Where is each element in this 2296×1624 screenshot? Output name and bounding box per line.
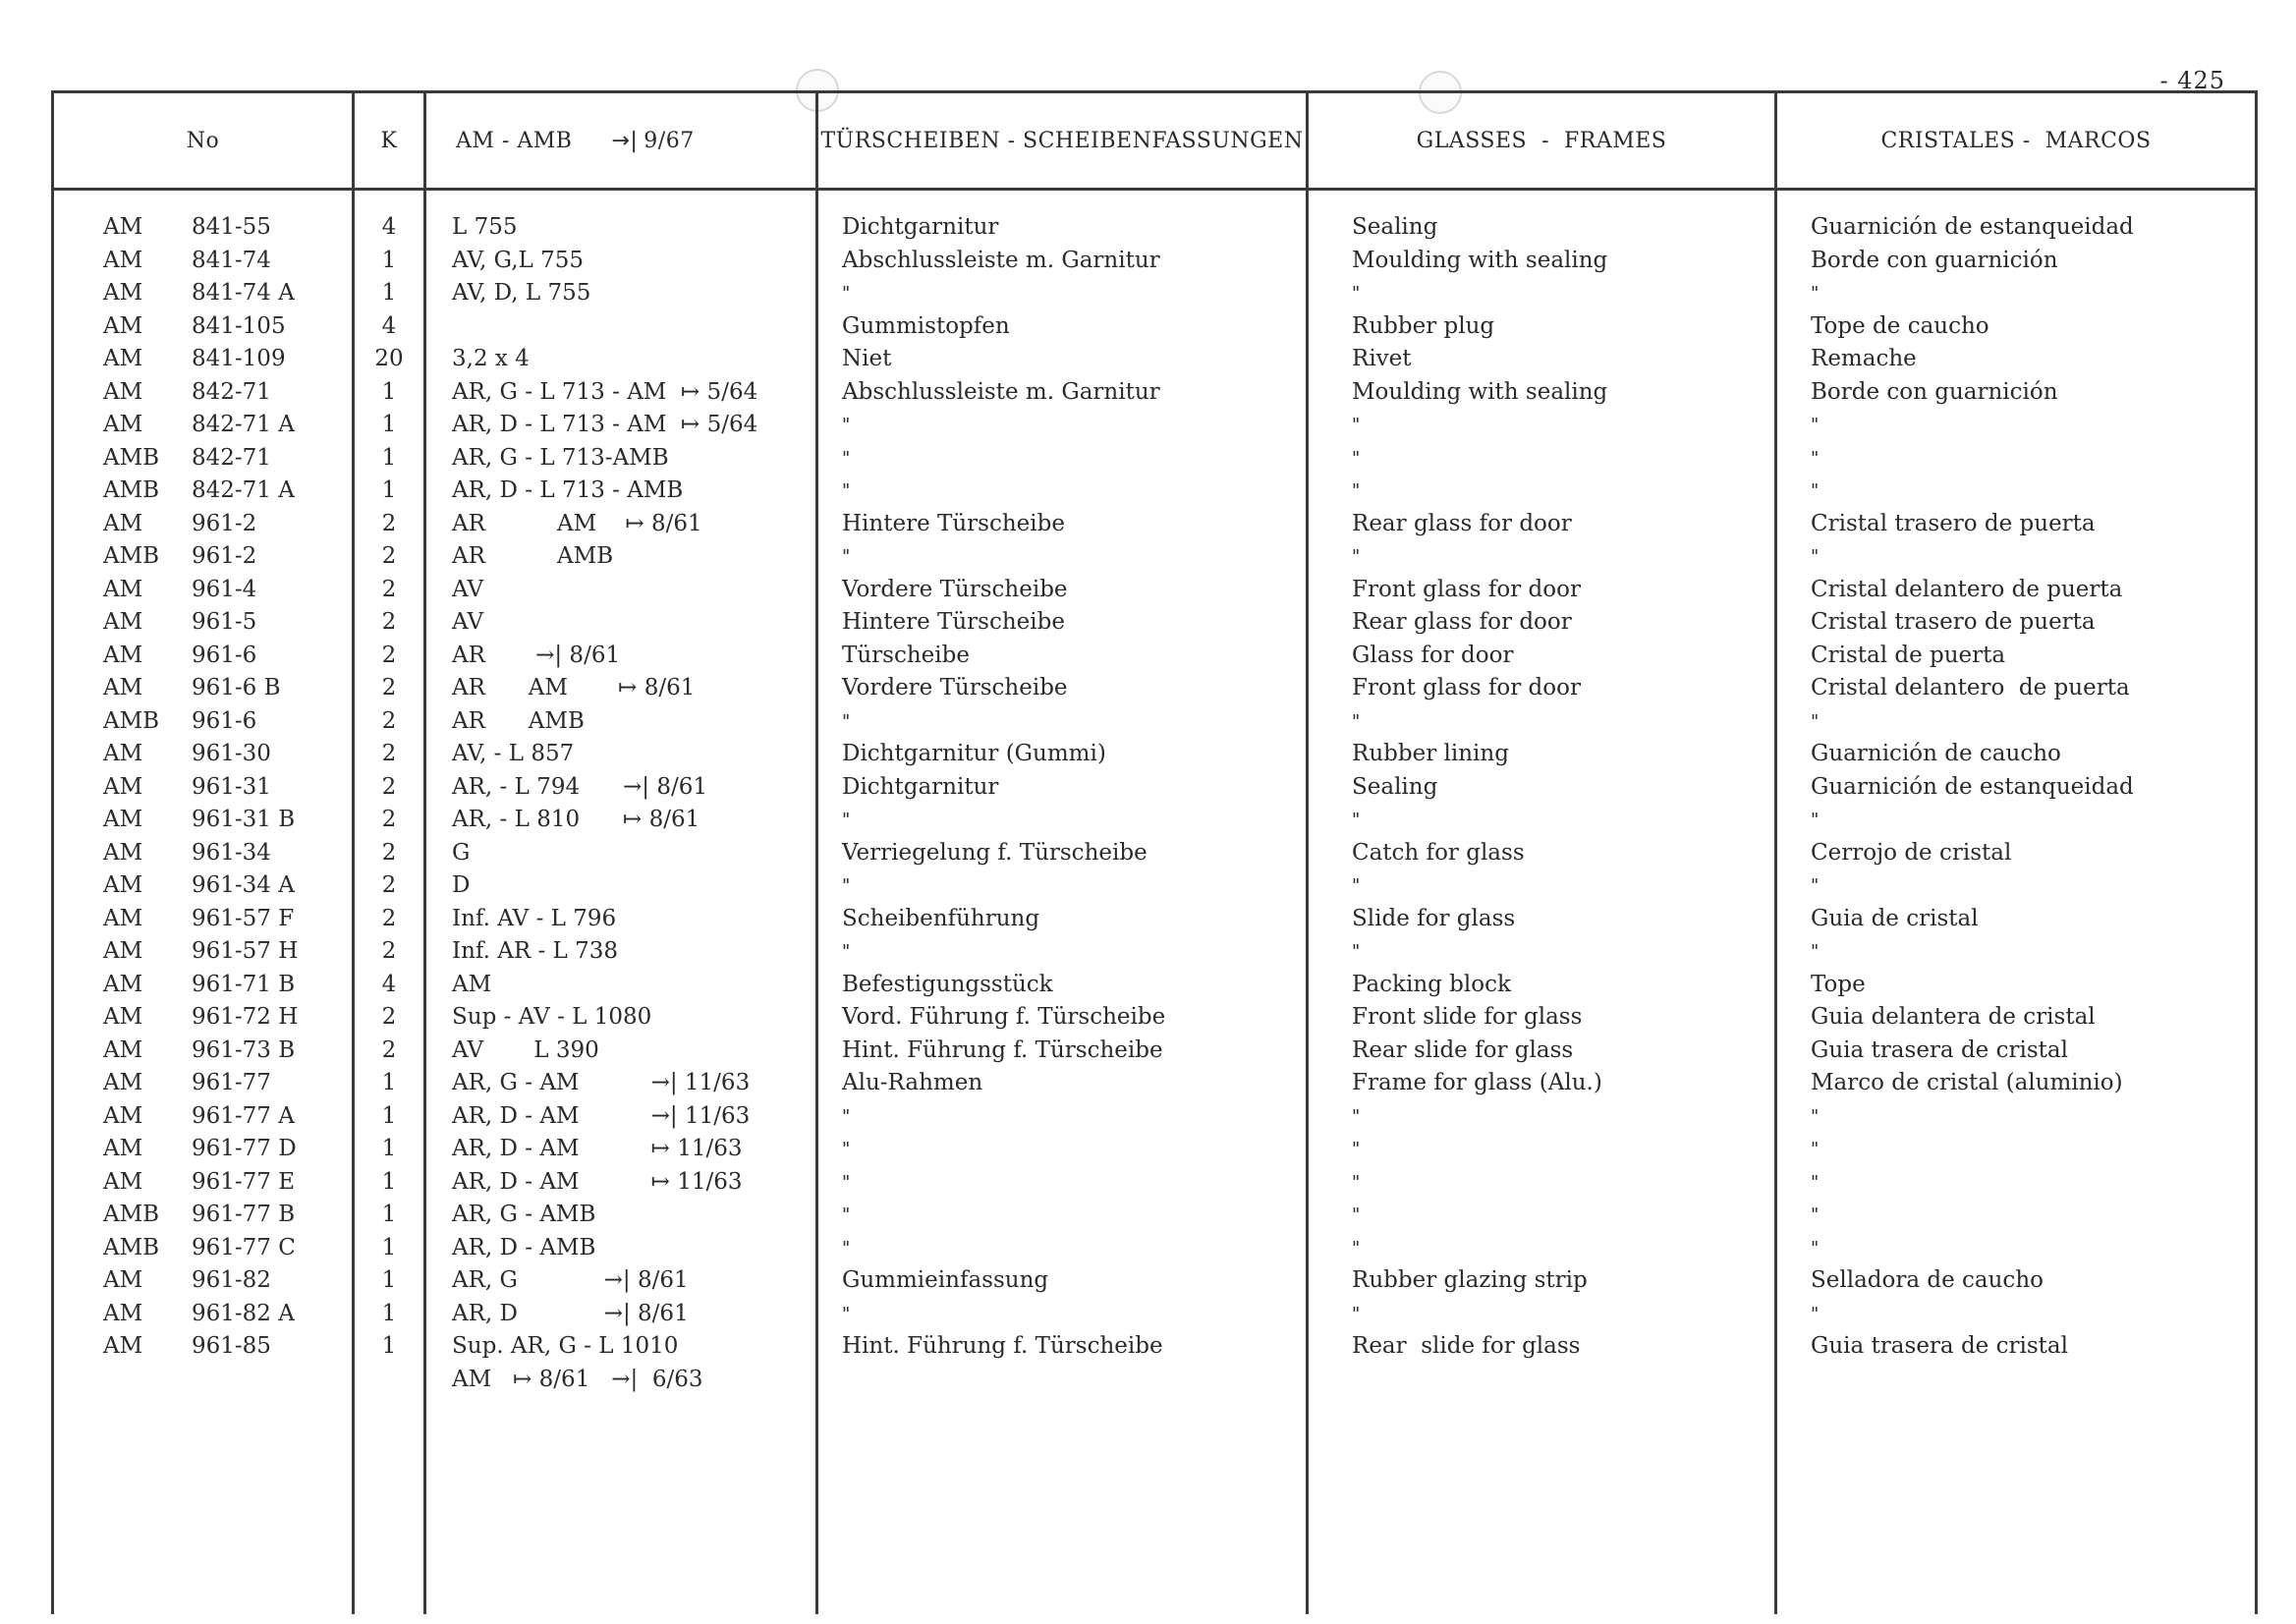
model-note-cell	[426, 310, 815, 344]
english-description: Rear slide for glass	[1352, 1036, 1574, 1063]
spanish-description: "	[1811, 810, 1820, 830]
german-description: Hint. Führung f. Türscheibe	[842, 1036, 1163, 1063]
part-row	[54, 903, 352, 936]
model-note-cell: AV	[452, 576, 484, 602]
english-description: "	[1352, 1204, 1361, 1225]
part-row	[54, 1035, 352, 1068]
english-description: Catch for glass	[1352, 839, 1525, 866]
part-row	[54, 771, 352, 805]
german-description: Alu-Rahmen	[842, 1070, 983, 1095]
part-number: 961-2	[192, 543, 257, 569]
quantity-cell: 2	[381, 707, 397, 734]
german-description: "	[842, 546, 851, 567]
german-description: Gummieinfassung	[842, 1267, 1049, 1293]
spanish-description: "	[1811, 283, 1820, 304]
english-description: Rivet	[1352, 346, 1412, 371]
part-model-prefix: AM	[103, 247, 143, 273]
quantity-cell: 2	[381, 773, 397, 800]
english-description: "	[1352, 1139, 1361, 1159]
german-description: "	[842, 810, 851, 830]
english-description: "	[1352, 1171, 1361, 1193]
part-number: 961-6	[192, 642, 257, 668]
spanish-description: "	[1811, 1303, 1820, 1324]
german-description: Scheibenführung	[842, 905, 1040, 931]
column-english	[1309, 93, 1777, 1614]
part-row	[54, 672, 352, 705]
english-description: Glass for door	[1352, 642, 1514, 668]
part-number: 961-30	[192, 741, 271, 766]
part-row	[54, 277, 352, 310]
header-german: TÜRSCHEIBEN - SCHEIBENFASSUNGEN	[818, 93, 1306, 191]
quantity-cell: 2	[381, 543, 397, 569]
spanish-description: Selladora de caucho	[1811, 1267, 2044, 1293]
english-description: "	[1352, 710, 1361, 732]
model-note-cell: AR AMB	[452, 707, 585, 734]
english-description: Moulding with sealing	[1352, 378, 1608, 405]
spanish-description: "	[1811, 447, 1820, 469]
part-row	[54, 1330, 352, 1364]
german-description: Abschlussleiste m. Garnitur	[842, 247, 1160, 273]
part-row	[54, 475, 352, 508]
german-description: Verriegelung f. Türscheibe	[842, 839, 1148, 866]
part-number: 961-5	[192, 609, 257, 635]
spanish-description: Tope	[1811, 971, 1866, 997]
german-description: "	[842, 480, 851, 501]
german-description: "	[842, 283, 851, 304]
part-row	[54, 1199, 352, 1232]
german-description: "	[842, 447, 851, 469]
part-model-prefix: AM	[103, 1267, 143, 1293]
spanish-description: Guia trasera de cristal	[1811, 1333, 2068, 1359]
header-k: K	[355, 93, 423, 191]
spanish-description: "	[1811, 1105, 1820, 1127]
english-description: Sealing	[1352, 773, 1438, 800]
quantity-cell: 2	[381, 741, 397, 766]
part-model-prefix: AM	[103, 1333, 143, 1359]
model-note-cell: AR, D - AM →| 11/63	[452, 1102, 751, 1129]
model-note-cell: AR, D →| 8/61	[452, 1300, 689, 1326]
quantity-cell: 2	[381, 839, 397, 866]
part-number: 961-85	[192, 1333, 271, 1359]
part-number: 841-109	[192, 346, 286, 371]
quantity-cell: 4	[381, 971, 397, 997]
part-number: 961-57 F	[192, 905, 295, 931]
column-part-number	[54, 93, 355, 1614]
spanish-description: Cristal trasero de puerta	[1811, 510, 2096, 536]
model-note-cell: AV, D, L 755	[452, 280, 591, 306]
header-models	[426, 93, 815, 191]
english-description: Rear glass for door	[1352, 510, 1572, 536]
part-row	[54, 705, 352, 739]
model-note-cell: AR AM ↦ 8/61	[452, 675, 696, 700]
column-german	[818, 93, 1309, 1614]
part-number: 961-57 H	[192, 938, 299, 964]
part-model-prefix: AM	[103, 214, 143, 240]
english-description: "	[1352, 283, 1361, 304]
quantity-cell: 1	[381, 444, 397, 471]
english-description: Rubber glazing strip	[1352, 1267, 1588, 1293]
quantity-cell: 2	[381, 576, 397, 602]
spanish-description: "	[1811, 1204, 1820, 1225]
german-description: Vordere Türscheibe	[842, 576, 1068, 602]
part-model-prefix: AM	[103, 346, 143, 371]
column-models	[426, 93, 818, 1614]
english-description: "	[1352, 480, 1361, 501]
part-row	[54, 869, 352, 903]
quantity-cell: 2	[381, 807, 397, 832]
german-description: "	[842, 710, 851, 732]
quantity-cell: 4	[381, 312, 397, 339]
part-row	[54, 574, 352, 607]
part-row	[54, 310, 352, 344]
spanish-description: Guia de cristal	[1811, 905, 1979, 931]
model-note-cell: AR, G - L 713-AMB	[452, 444, 669, 471]
model-note-cell: AR, G - AM →| 11/63	[452, 1070, 751, 1095]
part-number: 961-6	[192, 707, 257, 734]
spanish-description: "	[1811, 710, 1820, 732]
part-model-prefix: AM	[103, 510, 143, 536]
part-number: 961-77	[192, 1070, 271, 1095]
spanish-description: Guarnición de estanqueidad	[1811, 214, 2134, 240]
model-note-cell: 3,2 x 4	[452, 346, 530, 371]
german-description: "	[842, 1204, 851, 1225]
german-description: Hint. Führung f. Türscheibe	[842, 1333, 1163, 1359]
spanish-description: Cristal de puerta	[1811, 642, 2006, 668]
german-description: Hintere Türscheibe	[842, 510, 1065, 536]
part-model-prefix: AM	[103, 1070, 143, 1095]
part-model-prefix: AM	[103, 609, 143, 635]
part-row	[54, 1067, 352, 1100]
part-number: 961-34 A	[192, 872, 295, 898]
part-model-prefix: AM	[103, 807, 143, 832]
model-note-cell: AR AMB	[452, 543, 614, 569]
part-model-prefix: AM	[103, 773, 143, 800]
part-row	[54, 1166, 352, 1200]
quantity-cell: 1	[381, 1136, 397, 1161]
quantity-cell: 2	[381, 609, 397, 635]
model-note-cell: AR, D - L 713 - AMB	[452, 477, 684, 503]
part-row	[54, 837, 352, 870]
english-description: "	[1352, 1105, 1361, 1127]
model-note-cell: AR, - L 794 →| 8/61	[452, 773, 707, 800]
english-description: Sealing	[1352, 214, 1438, 240]
quantity-cell: 1	[381, 1168, 397, 1195]
german-description: Niet	[842, 346, 892, 371]
part-number: 842-71 A	[192, 412, 295, 437]
part-number: 841-74 A	[192, 280, 295, 306]
model-note-cell: AR, - L 810 ↦ 8/61	[452, 807, 700, 832]
spanish-description: Cristal trasero de puerta	[1811, 609, 2096, 635]
german-description: Abschlussleiste m. Garnitur	[842, 378, 1160, 405]
model-note-cell: AV	[452, 609, 484, 635]
english-description: Packing block	[1352, 971, 1511, 997]
model-note-cell: AV, G,L 755	[452, 247, 585, 273]
part-row	[54, 508, 352, 541]
page-number: - 425	[2159, 67, 2225, 94]
model-note-cell: AR, D - L 713 - AM ↦ 5/64	[452, 412, 758, 437]
german-description: Befestigungsstück	[842, 971, 1053, 997]
spanish-description: "	[1811, 1139, 1820, 1159]
german-description: Hintere Türscheibe	[842, 609, 1065, 635]
part-number: 841-55	[192, 214, 271, 240]
part-model-prefix: AM	[103, 675, 143, 700]
model-note-cell: AV L 390	[452, 1036, 599, 1063]
header-models-date: 9/67	[644, 128, 695, 153]
part-model-prefix: AM	[103, 1036, 143, 1063]
model-note-cell: G	[452, 839, 471, 866]
german-description: "	[842, 1105, 851, 1127]
spanish-description: Cristal delantero de puerta	[1811, 576, 2123, 602]
spanish-description: Guarnición de caucho	[1811, 741, 2061, 766]
german-description: Vordere Türscheibe	[842, 675, 1068, 700]
english-description: "	[1352, 941, 1361, 962]
quantity-cell: 2	[381, 675, 397, 700]
quantity-cell: 2	[381, 1036, 397, 1063]
spanish-description: "	[1811, 415, 1820, 435]
german-description: Dichtgarnitur	[842, 214, 999, 240]
spanish-description: Borde con guarnición	[1811, 378, 2058, 405]
german-description: Türscheibe	[842, 642, 970, 668]
spanish-description: Borde con guarnición	[1811, 247, 2058, 273]
quantity-cell: 1	[381, 1300, 397, 1326]
model-note-cell: AR AM ↦ 8/61	[452, 510, 702, 536]
part-number: 961-72 H	[192, 1004, 299, 1030]
german-description: Dichtgarnitur (Gummi)	[842, 741, 1106, 766]
parts-catalog-table	[51, 90, 2258, 1614]
german-description: Dichtgarnitur	[842, 773, 999, 800]
spanish-description: Tope de caucho	[1811, 312, 1989, 339]
german-description: "	[842, 415, 851, 435]
part-model-prefix: AM	[103, 1168, 143, 1195]
part-row	[54, 1264, 352, 1298]
part-model-prefix: AM	[103, 378, 143, 405]
column-quantity	[355, 93, 426, 1614]
spanish-description: "	[1811, 1237, 1820, 1259]
quantity-cell: 2	[381, 938, 397, 964]
german-description: "	[842, 1171, 851, 1193]
part-row	[54, 935, 352, 969]
quantity-cell: 2	[381, 642, 397, 668]
german-description: Vord. Führung f. Türscheibe	[842, 1004, 1166, 1030]
quantity-cell: 1	[381, 1267, 397, 1293]
part-model-prefix: AM	[103, 971, 143, 997]
english-description: Front glass for door	[1352, 576, 1581, 602]
english-description: Front glass for door	[1352, 675, 1581, 700]
part-row	[54, 245, 352, 278]
part-row	[54, 442, 352, 476]
model-note-cell: Inf. AR - L 738	[452, 938, 619, 964]
spanish-description: Cristal delantero de puerta	[1811, 675, 2130, 700]
header-spanish: CRISTALES - MARCOS	[1777, 93, 2255, 191]
part-row	[54, 211, 352, 245]
part-row	[54, 1133, 352, 1166]
english-description: "	[1352, 1303, 1361, 1324]
part-row	[54, 1100, 352, 1134]
part-number: 842-71	[192, 378, 271, 405]
part-number: 961-31	[192, 773, 271, 800]
spanish-description: "	[1811, 875, 1820, 896]
quantity-cell: 20	[374, 346, 404, 371]
spanish-description: Remache	[1811, 346, 1917, 371]
part-number: 961-2	[192, 510, 257, 536]
english-description: Rubber lining	[1352, 741, 1509, 766]
model-note-cell: AR, G - AMB	[452, 1202, 596, 1227]
model-note-cell: AR, D - AM ↦ 11/63	[452, 1168, 743, 1195]
part-model-prefix: AM	[103, 1004, 143, 1030]
part-model-prefix: AM	[103, 741, 143, 766]
part-model-prefix: AMB	[103, 707, 160, 734]
quantity-cell: 1	[381, 1102, 397, 1129]
english-description: "	[1352, 546, 1361, 567]
part-number: 961-73 B	[192, 1036, 296, 1063]
part-model-prefix: AM	[103, 839, 143, 866]
part-row	[54, 1001, 352, 1035]
part-model-prefix: AM	[103, 642, 143, 668]
german-description: "	[842, 1303, 851, 1324]
model-note-cell: AM	[452, 971, 492, 997]
part-number: 961-77 D	[192, 1136, 297, 1161]
part-row	[54, 376, 352, 410]
until-arrow-icon: →|	[611, 128, 639, 153]
part-model-prefix: AMB	[103, 444, 160, 471]
english-description: "	[1352, 447, 1361, 469]
part-number: 961-4	[192, 576, 257, 602]
english-description: Rear slide for glass	[1352, 1333, 1581, 1359]
part-row	[54, 606, 352, 640]
model-note-cell: AR, D - AMB	[452, 1234, 596, 1260]
part-number: 961-82 A	[192, 1300, 295, 1326]
part-number: 961-77 A	[192, 1102, 295, 1129]
model-note-cell: AR, D - AM ↦ 11/63	[452, 1136, 743, 1161]
quantity-cell: 2	[381, 872, 397, 898]
german-description: "	[842, 941, 851, 962]
part-row	[54, 640, 352, 673]
part-model-prefix: AMB	[103, 1234, 160, 1260]
part-model-prefix: AM	[103, 1300, 143, 1326]
part-model-prefix: AM	[103, 280, 143, 306]
spanish-description: Cerrojo de cristal	[1811, 839, 2012, 866]
part-model-prefix: AM	[103, 312, 143, 339]
spanish-description: Guia trasera de cristal	[1811, 1036, 2068, 1063]
english-description: Slide for glass	[1352, 905, 1516, 931]
part-model-prefix: AM	[103, 905, 143, 931]
quantity-cell: 1	[381, 477, 397, 503]
part-number: 841-105	[192, 312, 286, 339]
part-row	[54, 804, 352, 837]
part-row	[54, 1298, 352, 1331]
english-description: Frame for glass (Alu.)	[1352, 1070, 1602, 1095]
model-note-cell: Sup - AV - L 1080	[452, 1004, 652, 1030]
spanish-description: Guarnición de estanqueidad	[1811, 773, 2134, 800]
quantity-cell: 1	[381, 1333, 397, 1359]
english-description: Front slide for glass	[1352, 1004, 1583, 1030]
model-note-cell: D	[452, 872, 471, 898]
part-model-prefix: AM	[103, 576, 143, 602]
english-description: "	[1352, 810, 1361, 830]
part-model-prefix: AMB	[103, 1202, 160, 1227]
english-description: Rear glass for door	[1352, 609, 1572, 635]
part-row	[54, 540, 352, 574]
header-no: No	[54, 93, 352, 191]
english-description: "	[1352, 1237, 1361, 1259]
quantity-cell: 1	[381, 378, 397, 405]
part-number: 842-71 A	[192, 477, 295, 503]
part-row	[54, 343, 352, 376]
header-english: GLASSES - FRAMES	[1309, 93, 1774, 191]
quantity-cell: 1	[381, 280, 397, 306]
part-number: 961-71 B	[192, 971, 296, 997]
model-note-cell: L 755	[452, 214, 518, 240]
model-note-cell: AR, G →| 8/61	[452, 1267, 689, 1293]
spanish-description: "	[1811, 546, 1820, 567]
german-description: Gummistopfen	[842, 312, 1010, 339]
part-model-prefix: AM	[103, 412, 143, 437]
spanish-description: Guia delantera de cristal	[1811, 1004, 2096, 1030]
part-model-prefix: AMB	[103, 477, 160, 503]
quantity-cell: 1	[381, 1202, 397, 1227]
model-note-cell: AR →| 8/61	[452, 642, 621, 668]
model-note-cell: AV, - L 857	[452, 741, 575, 766]
quantity-cell: 2	[381, 905, 397, 931]
part-number: 841-74	[192, 247, 271, 273]
part-row	[54, 738, 352, 771]
german-description: "	[842, 1139, 851, 1159]
model-note-cell: Sup. AR, G - L 1010	[452, 1333, 679, 1359]
part-model-prefix: AM	[103, 872, 143, 898]
quantity-cell: 1	[381, 1234, 397, 1260]
part-model-prefix: AM	[103, 1102, 143, 1129]
part-model-prefix: AMB	[103, 543, 160, 569]
part-model-prefix: AM	[103, 938, 143, 964]
spanish-description: Marco de cristal (aluminio)	[1811, 1070, 2123, 1095]
model-note-cell: AR, G - L 713 - AM ↦ 5/64	[452, 378, 758, 405]
header-models-label: AM - AMB	[456, 128, 573, 153]
part-number: 961-6 B	[192, 675, 281, 700]
quantity-cell: 1	[381, 412, 397, 437]
english-description: "	[1352, 875, 1361, 896]
part-number: 961-31 B	[192, 807, 296, 832]
quantity-cell: 2	[381, 510, 397, 536]
part-number: 842-71	[192, 444, 271, 471]
part-number: 961-77 C	[192, 1234, 296, 1260]
english-description: "	[1352, 415, 1361, 435]
quantity-cell: 1	[381, 247, 397, 273]
model-note-cell: AM ↦ 8/61 →| 6/63	[452, 1366, 703, 1392]
spanish-description: "	[1811, 1171, 1820, 1193]
spanish-description: "	[1811, 941, 1820, 962]
part-number: 961-77 B	[192, 1202, 296, 1227]
part-model-prefix: AM	[103, 1136, 143, 1161]
part-row	[54, 409, 352, 442]
german-description: "	[842, 1237, 851, 1259]
part-number: 961-34	[192, 839, 271, 866]
quantity-cell: 2	[381, 1004, 397, 1030]
quantity-cell: 4	[381, 214, 397, 240]
column-spanish	[1777, 93, 2255, 1614]
english-description: Moulding with sealing	[1352, 247, 1608, 273]
part-row	[54, 1232, 352, 1265]
part-number: 961-77 E	[192, 1168, 296, 1195]
quantity-cell: 1	[381, 1070, 397, 1095]
part-number: 961-82	[192, 1267, 271, 1293]
spanish-description: "	[1811, 480, 1820, 501]
english-description: Rubber plug	[1352, 312, 1495, 339]
part-row	[54, 969, 352, 1002]
model-note-cell: Inf. AV - L 796	[452, 905, 617, 931]
german-description: "	[842, 875, 851, 896]
